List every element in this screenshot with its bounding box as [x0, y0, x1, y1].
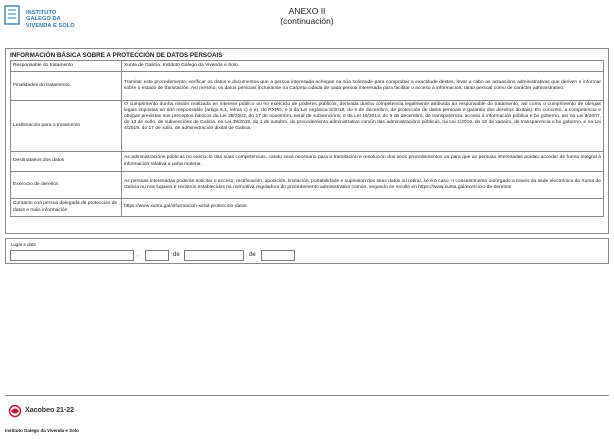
row-value: Xunta de Galicia. Instituto Galego da Vivenda e Solo.	[122, 61, 604, 72]
xacobeo-text: Xacobeo 21·22	[25, 405, 75, 414]
data-protection-table	[10, 60, 604, 217]
place-date-label: Lugar e data	[11, 242, 36, 247]
row-value: https://www.xunta.gal/informacion-xeral-proteccion-datos	[122, 199, 604, 217]
logo-line-2: GALEGO DA	[26, 16, 61, 23]
annex-subtitle: (continuación)	[280, 16, 334, 26]
row-label: Exercicio de dereitos	[11, 172, 122, 199]
comma-separator: ,	[137, 252, 139, 258]
logo-line-1: INSTITUTO	[26, 10, 57, 16]
row-value: As administracións públicas no exercicio das súas competencias, cando sexa necesario para a tramitación e resolución dos seus procedementos ou para que as persoas interesadas poidan acceder de forma integral á información relativa a unha materia.	[122, 152, 604, 172]
row-label: Responsable do tratamento	[11, 61, 122, 72]
footer-divider	[5, 395, 609, 423]
table-row	[11, 199, 604, 217]
row-value: O cumprimento dunha misión realizada en interese público ou no exercicio de poderes públicos, derivada dunha competencia legalmente atribuída ao responsable do tratamento, así como o cumprimento de obrigas legais impostas ao dito responsable (artigo 6.1, letras c) e e), do RXPD, e 8 da Lei orgánica 3/2018, do 5 de decembro, de protección de datos persoais e garantía dos dereitos dixitais). En concreto, a competencia e obrigas previstas nos preceptos básicos da Lei 38/2003, do 17 de novembro, xeral de subvencións, e da Lei 19/2013, do 9 de decembro, de transparencia, acceso á información pública e bo goberno, así na Lei 9/2007, do 13 de xuño, de subvencións de Galicia, na Lei 39/2015, do 1 de outubro, do procedemento administrativo común das administracións públicas, na Lei 1/2016, do 18 de xaneiro, de transparencia e bo goberno, e na Lei 4/2019, do 17 de xullo, de administración dixital de Galicia.	[122, 101, 604, 152]
de-separator-2: de	[249, 252, 256, 258]
row-label: Contacto coa persoa delegada de protección de datos e máis información	[11, 199, 122, 217]
row-label: Destinatarios dos datos	[11, 152, 122, 172]
xacobeo-logo	[8, 403, 88, 419]
data-protection-title: INFORMACIÓN BÁSICA SOBRE A PROTECCIÓN DE DATOS PERSOAIS	[10, 52, 223, 59]
de-separator-1: de	[173, 252, 180, 258]
row-label: Finalidades do tratamento	[11, 72, 122, 101]
xacobeo-emblem-icon	[8, 404, 22, 418]
row-label: Lexitimación para o tratamento	[11, 101, 122, 152]
table-row	[11, 101, 604, 152]
data-protection-section	[5, 48, 609, 234]
place-date-section	[5, 238, 609, 264]
table-row	[11, 152, 604, 172]
footer-institution: Instituto Galego da Vivenda e Solo	[5, 428, 79, 433]
logo-line-3: VIVENDA E SOLO	[26, 22, 75, 29]
month-input[interactable]	[184, 250, 244, 261]
row-value: Tramitar este procedemento, verificar os datos e documentos que a persoa interesada achegue na súa solicitude para comprobar a exactitude destes, levar a cabo as actuacións administrativas que deriven e informar sobre o estado de tramitación. Así mesmo, os datos persoais incluiranse na Carpeta cidadá de cada persoa interesada para facilitar o acceso á información, tanto persoal como de carácter administrativo.	[122, 72, 604, 101]
annex-title: ANEXO II	[288, 6, 326, 16]
table-row	[11, 172, 604, 199]
year-input[interactable]	[261, 250, 295, 261]
day-input[interactable]	[145, 250, 169, 261]
table-row	[11, 72, 604, 101]
row-value: As persoas interesadas poderán solicitar o acceso, rectificación, oposición, limitación, portabilidade e supresión dos seus datos ou retirar, se é o caso, o consentimento outorgado a través da sede electrónica da Xunta de Galicia ou nos lugares e rexistros establecidos na normativa reguladora do procedemento administrativo común, segundo se recolle en https://www.xunta.gal/exercicio-de-dereitos	[122, 172, 604, 199]
table-row	[11, 61, 604, 72]
place-input[interactable]	[10, 250, 134, 261]
